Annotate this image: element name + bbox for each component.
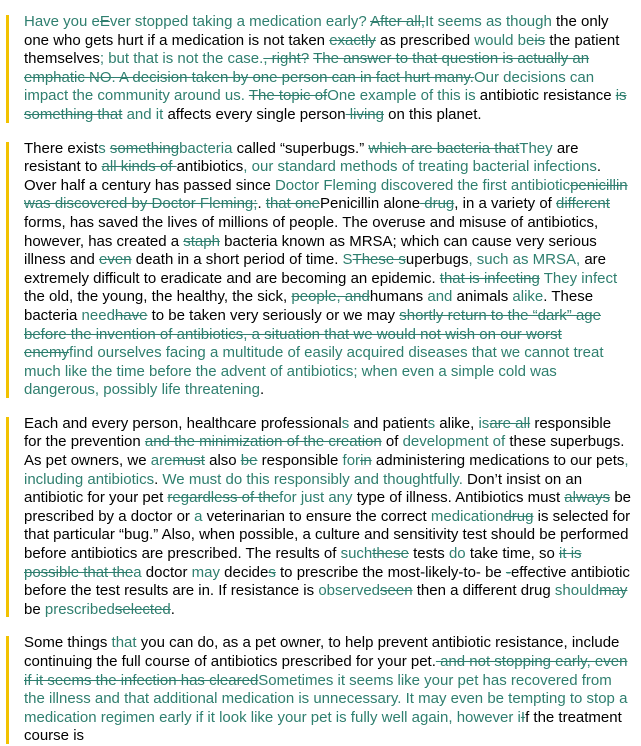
text-run: take time, so bbox=[465, 545, 560, 563]
inserted-text: They infect bbox=[543, 269, 618, 287]
inserted-text: s bbox=[98, 139, 106, 157]
inserted-text: should bbox=[554, 582, 600, 600]
deleted-text: people, and bbox=[291, 288, 370, 306]
text-run: these superbugs. As pet owners, we bbox=[24, 433, 625, 470]
inserted-text: do bbox=[448, 545, 466, 563]
text-run: called “superbugs.” bbox=[232, 139, 369, 157]
deleted-text: After all, bbox=[370, 13, 426, 30]
text-run: administering medications to our pets bbox=[371, 452, 625, 470]
deleted-text: in bbox=[360, 452, 372, 470]
inserted-text: ; but that is not the case. bbox=[99, 50, 264, 68]
text-run: tests bbox=[408, 545, 449, 563]
inserted-text: need bbox=[81, 306, 115, 324]
deleted-text: E bbox=[99, 13, 110, 30]
deleted-text: is something that bbox=[24, 87, 627, 123]
text-run: the only one who gets hurt if a medication is not taken bbox=[24, 13, 609, 49]
inserted-text: We must do this responsibly and thoughtfully. bbox=[162, 470, 463, 488]
deleted-text: these bbox=[372, 545, 409, 563]
inserted-text: a bbox=[133, 563, 142, 581]
inserted-text: Have you e bbox=[24, 13, 100, 30]
change-bar bbox=[6, 636, 9, 744]
text-run: decide bbox=[219, 563, 269, 581]
text-run: be prescribed by a doctor or bbox=[24, 489, 632, 525]
inserted-text: medication bbox=[430, 507, 504, 525]
paragraph-2[interactable] bbox=[0, 140, 641, 400]
inserted-text: ver stopped taking a medication early? bbox=[109, 13, 371, 30]
text-run: bacteria known as MRSA; which can cause very serious illness and bbox=[24, 232, 597, 269]
text-run: . bbox=[170, 600, 175, 618]
inserted-text: and it bbox=[122, 105, 164, 123]
inserted-text: observed bbox=[318, 582, 381, 600]
inserted-text: prescribed bbox=[44, 600, 115, 618]
deleted-text: that is infecting bbox=[439, 269, 540, 287]
text-run: you can do, as a pet owner, to help prevent antibiotic resistance, include continuing the full course of antibiotics prescribed for your pet. bbox=[24, 634, 620, 670]
deleted-text: exactly bbox=[329, 31, 376, 49]
deleted-text: must bbox=[172, 452, 205, 470]
change-bar bbox=[6, 142, 9, 398]
inserted-text: S bbox=[342, 251, 353, 269]
text-run: . bbox=[260, 381, 265, 399]
deleted-text: which are bacteria that bbox=[368, 139, 520, 157]
text-run: . bbox=[257, 195, 266, 213]
text-run: Penicillin alone bbox=[320, 195, 421, 213]
deleted-text: selected bbox=[114, 600, 171, 618]
deleted-text: The answer to that question is actually an emphatic NO. A decision taken by one person can in fact hurt many. bbox=[24, 50, 590, 86]
text-run: forms, has saved the lives of millions of people. The overuse and misuse of antibiotics, however, has created a bbox=[24, 213, 599, 250]
text-run: effective antibiotic before the test results are in. If resistance is bbox=[24, 563, 630, 600]
text-run: the patient themselves bbox=[24, 31, 620, 68]
deleted-text: staph bbox=[183, 232, 220, 250]
inserted-text: that bbox=[111, 634, 137, 652]
text-run: . These bacteria bbox=[24, 288, 594, 324]
inserted-text: for just any bbox=[279, 489, 353, 507]
text-run: type of illness. Antibiotics must bbox=[352, 489, 565, 507]
deleted-text: something bbox=[109, 139, 180, 157]
text-run: to be taken very seriously or we may bbox=[147, 306, 400, 324]
deleted-text: and the minimization of the creation bbox=[144, 433, 382, 451]
deleted-text: that one bbox=[265, 195, 320, 213]
deleted-text: are all bbox=[489, 414, 531, 432]
deleted-text: - bbox=[505, 563, 511, 581]
deleted-text: drug bbox=[420, 195, 455, 213]
text-run: of bbox=[381, 433, 403, 451]
deleted-text: have bbox=[114, 306, 148, 324]
inserted-text: It seems as though bbox=[425, 13, 552, 30]
deleted-text: These s bbox=[352, 251, 406, 269]
text-run: . bbox=[154, 470, 163, 488]
deleted-text: be bbox=[240, 452, 258, 470]
inserted-text: They bbox=[519, 139, 553, 157]
inserted-text: may bbox=[191, 563, 220, 581]
deleted-text: The topic of bbox=[248, 87, 328, 105]
change-bar bbox=[6, 15, 9, 123]
text-run: There exist bbox=[24, 139, 99, 157]
text-run: to prescribe the most-likely-to- be bbox=[275, 563, 506, 581]
paragraph-4[interactable] bbox=[0, 634, 641, 746]
inserted-text: s bbox=[341, 414, 350, 432]
deleted-text: drug bbox=[503, 507, 534, 525]
deleted-text: and not stopping early, even if it seems the infection has cleared bbox=[24, 653, 628, 689]
inserted-text: find ourselves facing a multitude of easily acquired diseases that we cannot treat much like the time before the advent of antibiotics; when even a simple cold was dangerous, possibly life threatening bbox=[24, 344, 604, 399]
deleted-text: shortly return to the “dark” age before the invention of antibiotics, a situation that we would not wish on our worst enemy bbox=[24, 306, 601, 362]
inserted-text: a bbox=[194, 507, 203, 525]
deleted-text: , right? bbox=[263, 50, 310, 68]
text-run: and patient bbox=[349, 414, 428, 432]
text-run: the old, the young, the healthy, the sick, bbox=[24, 288, 292, 306]
inserted-text: Sometimes it seems like your pet has recovered from the illness and that additional medication is unnecessary. It may even be tempting to stop a medication regimen early if it look like your pet is fully well again, however i bbox=[24, 671, 628, 726]
text-run: then a different drug bbox=[412, 582, 555, 600]
inserted-text: is bbox=[478, 414, 490, 432]
text-run: Some things bbox=[24, 634, 112, 652]
deleted-text: all kinds of bbox=[101, 158, 177, 176]
deleted-text: different bbox=[556, 195, 610, 213]
text-run: is selected for that particular “bug.” Also, when possible, a culture and sensitivity test should be performed before antibiotics are prescribed. The results of bbox=[24, 507, 631, 563]
text-run: uperbugs bbox=[405, 251, 469, 269]
inserted-text: Doctor Fleming discovered the first antibiotic bbox=[274, 176, 571, 194]
inserted-text: would be bbox=[474, 31, 535, 49]
inserted-text: alike bbox=[512, 288, 544, 306]
inserted-text: bacteria bbox=[179, 139, 233, 157]
text-run: animals bbox=[452, 288, 513, 306]
text-run: humans bbox=[369, 288, 428, 306]
deleted-text: even bbox=[99, 251, 132, 269]
text-run: doctor bbox=[141, 563, 192, 581]
text-run: be bbox=[24, 600, 45, 618]
text-run: as prescribed bbox=[375, 31, 475, 49]
text-run: affects every single person bbox=[163, 105, 346, 123]
text-run: antibiotic resistance bbox=[475, 87, 616, 105]
inserted-text: , including antibiotics bbox=[24, 452, 629, 488]
change-bar bbox=[6, 417, 9, 618]
text-run: , in a variety of bbox=[454, 195, 556, 213]
deleted-text: regardless of the bbox=[167, 489, 280, 507]
inserted-text: are bbox=[150, 452, 173, 470]
inserted-text: development of bbox=[402, 433, 506, 451]
text-run: Don’t insist on an antibiotic for your pet bbox=[24, 470, 583, 507]
deleted-text: I bbox=[520, 708, 526, 726]
text-run: alike, bbox=[435, 414, 479, 432]
deleted-text: may bbox=[599, 582, 628, 600]
text-run: responsible for the prevention bbox=[24, 414, 612, 451]
deleted-text: it is possible that the bbox=[24, 545, 582, 581]
deleted-text: living bbox=[345, 105, 384, 123]
text-run: on this planet. bbox=[383, 105, 482, 123]
text-run: . Over half a century has passed since bbox=[24, 158, 602, 194]
deleted-text: s bbox=[268, 563, 276, 581]
text-run: f the treatment course is bbox=[24, 708, 622, 745]
paragraph-3[interactable] bbox=[0, 415, 641, 620]
text-run: Each and every person, healthcare professional bbox=[24, 414, 342, 432]
text-run: are resistant to bbox=[24, 139, 579, 176]
deleted-text: is bbox=[534, 31, 546, 49]
inserted-text: s bbox=[427, 414, 436, 432]
deleted-text: penicillin was discovered by Doctor Fleming; bbox=[24, 176, 628, 213]
inserted-text: , our standard methods of treating bacterial infections bbox=[243, 158, 597, 176]
inserted-text: and bbox=[427, 288, 453, 306]
inserted-text: Our decisions can impact the community around us. bbox=[24, 68, 595, 105]
paragraph-1[interactable] bbox=[0, 13, 641, 125]
inserted-text: One example of this is bbox=[327, 87, 476, 105]
text-run: death in a short period of time. bbox=[131, 251, 343, 269]
text-run: are extremely difficult to eradicate and are becoming an epidemic. bbox=[24, 251, 607, 287]
inserted-text: for bbox=[342, 452, 361, 470]
inserted-text: such bbox=[340, 545, 373, 563]
deleted-text: always bbox=[564, 489, 611, 507]
text-run: veterinarian to ensure the correct bbox=[202, 507, 431, 525]
inserted-text: , such as MRSA, bbox=[468, 251, 581, 269]
deleted-text: seen bbox=[380, 582, 413, 600]
text-run: also bbox=[204, 452, 241, 470]
text-run: responsible bbox=[257, 452, 343, 470]
text-run: antibiotics bbox=[176, 158, 244, 176]
